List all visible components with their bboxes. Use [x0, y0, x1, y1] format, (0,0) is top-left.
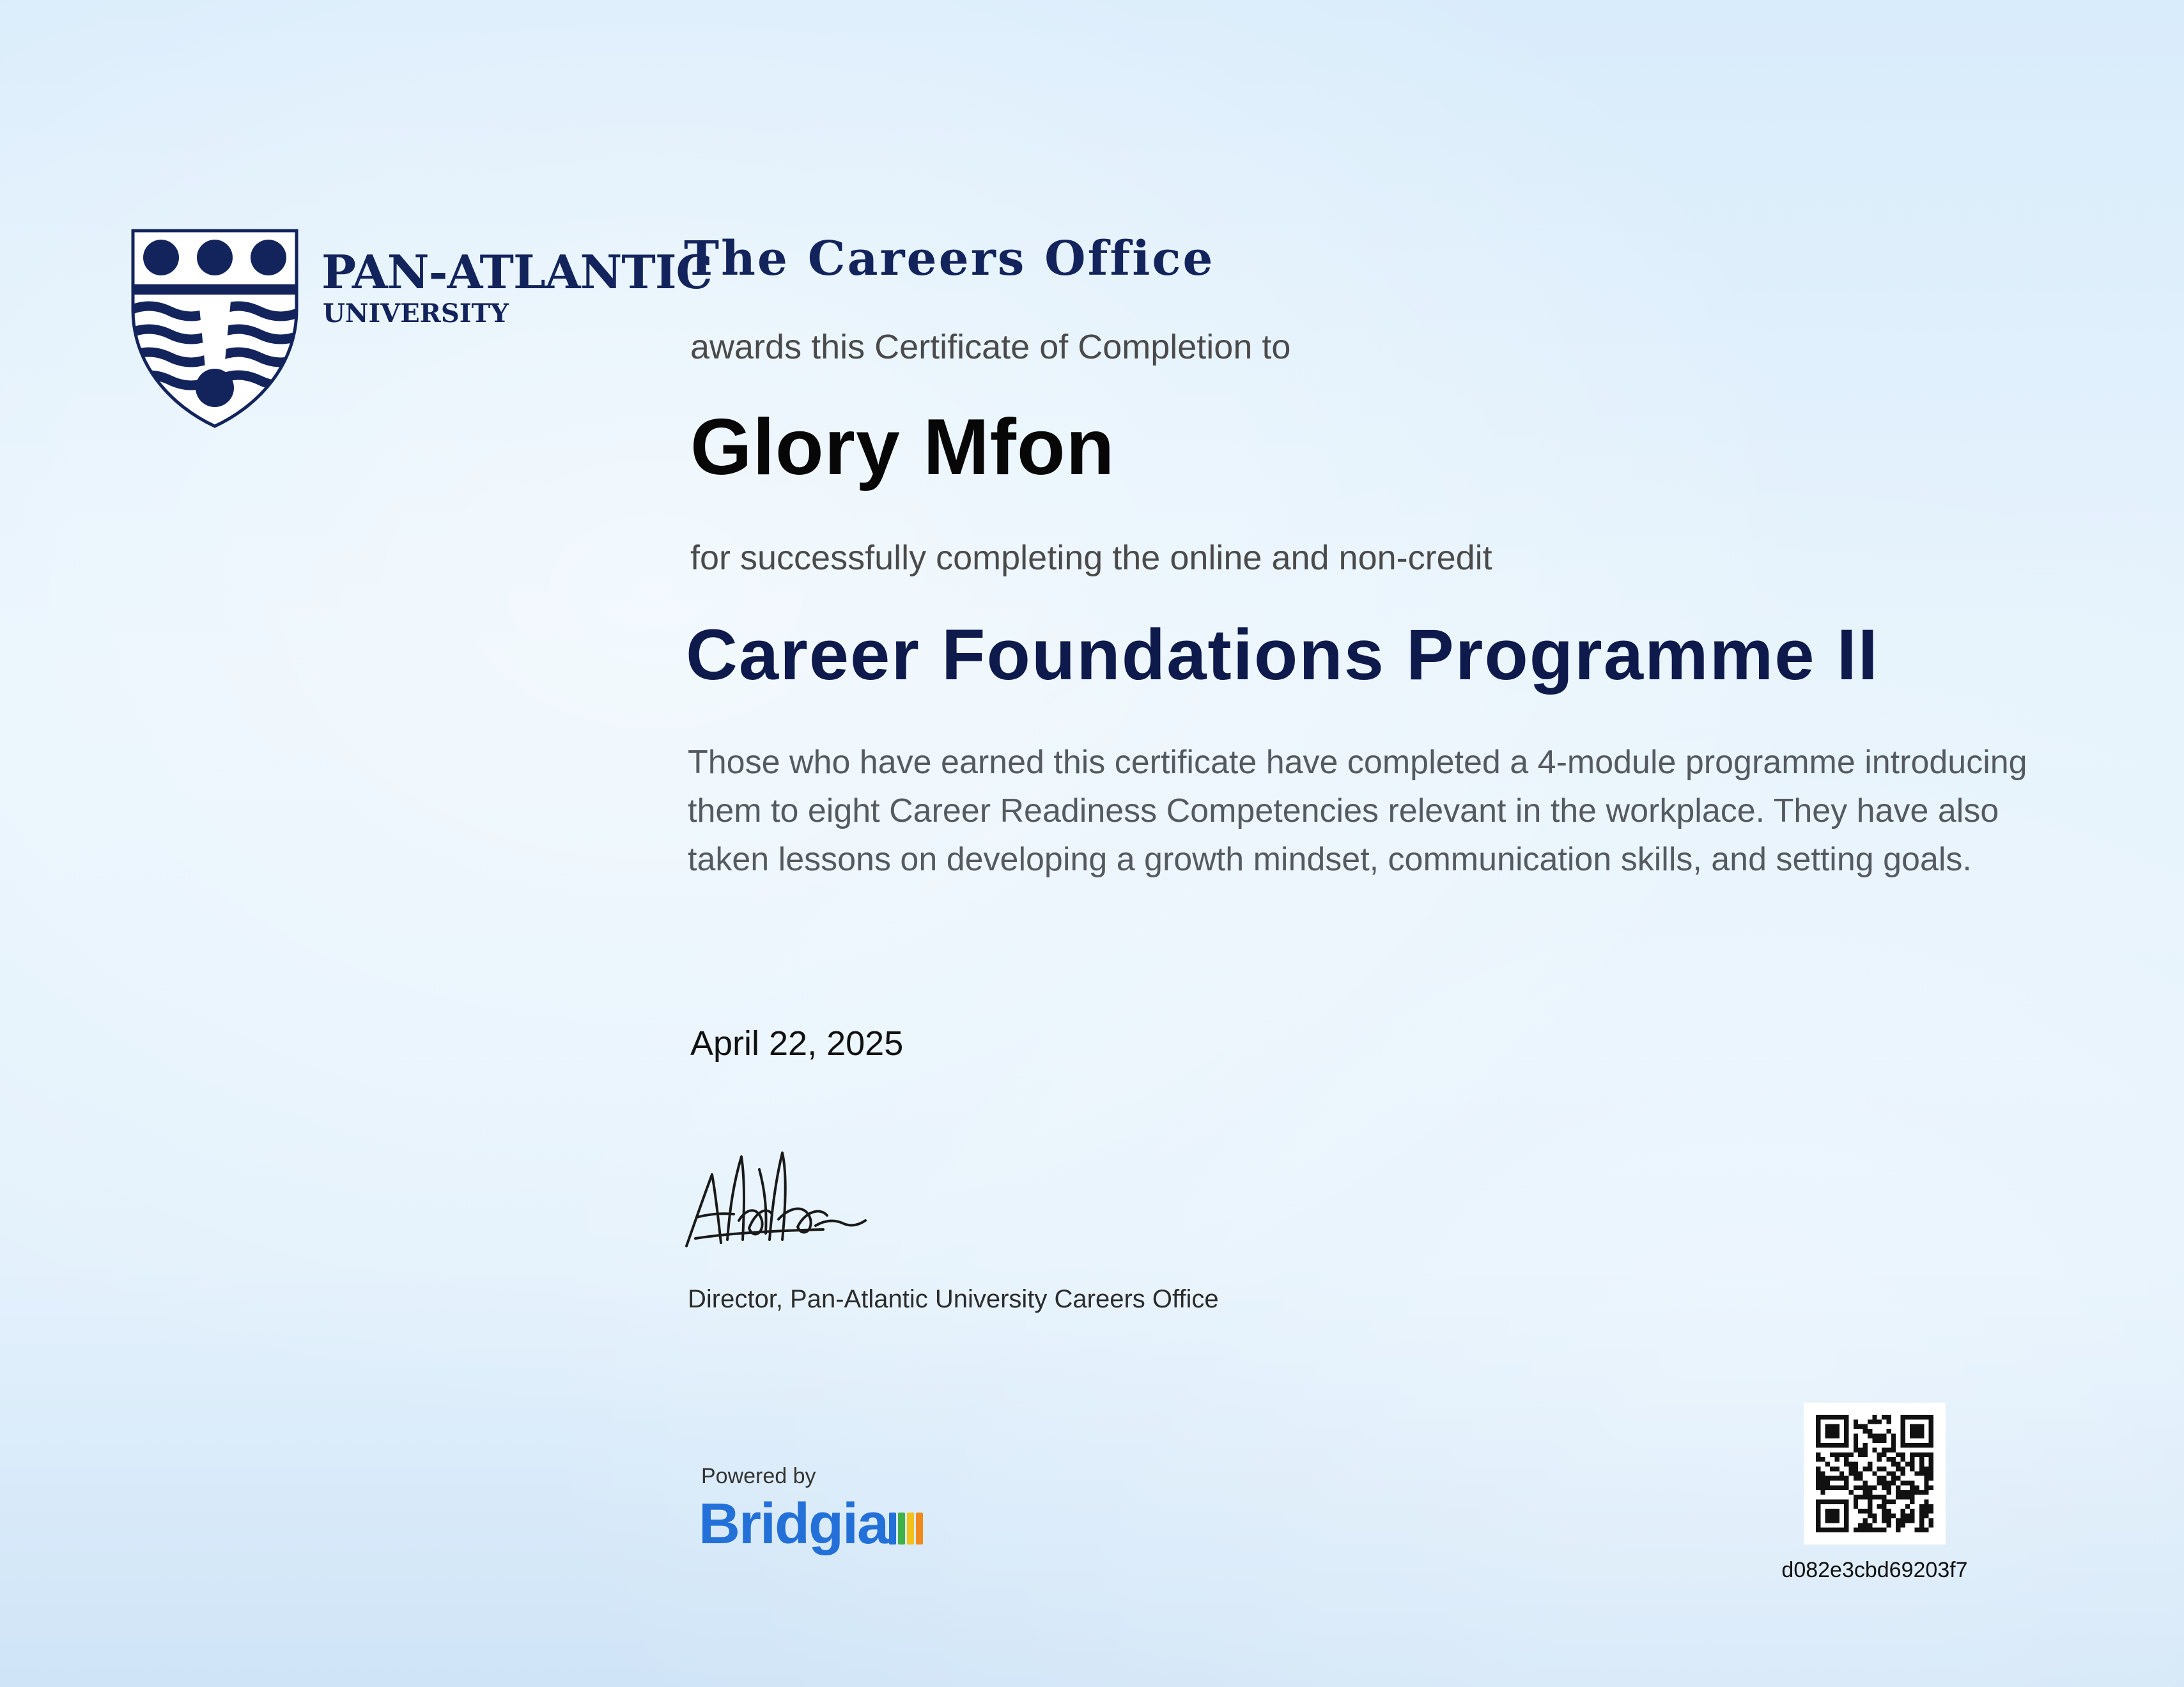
office-title: The Careers Office	[684, 231, 1215, 286]
powered-by-label: Powered by	[701, 1464, 816, 1488]
programme-description: Those who have earned this certificate have completed a 4-module programme introducing them to eight Career Readiness Competencies relevant in the workplace. They have also taken lessons on developing a growth mindset, communication skills, and setting goals.	[688, 744, 2027, 878]
university-shield-logo	[128, 227, 302, 431]
programme-title: Career Foundations Programme II	[686, 615, 1879, 695]
certificate-id: d082e3cbd69203f7	[1781, 1558, 1968, 1582]
signature-image	[683, 1144, 868, 1252]
issue-date: April 22, 2025	[690, 1024, 904, 1063]
completion-statement: for successfully completing the online and non-credit	[690, 539, 1492, 577]
signatory-title: Director, Pan-Atlantic University Careers Office	[688, 1285, 1219, 1313]
qr-code-image	[1816, 1415, 1933, 1532]
awards-statement: awards this Certificate of Completion to	[690, 328, 1291, 366]
university-name-line1: PAN-ATLANTIC	[321, 245, 712, 299]
verification-qr-code[interactable]	[1804, 1403, 1946, 1544]
bridgia-logo-text: Bridgia	[699, 1492, 888, 1556]
bridgia-bar	[907, 1513, 914, 1544]
recipient-name: Glory Mfon	[690, 403, 1115, 491]
university-name-line2: UNIVERSITY	[323, 298, 509, 328]
bridgia-bar	[889, 1513, 896, 1544]
bridgia-logo	[699, 1489, 925, 1559]
bridgia-bar	[898, 1513, 905, 1544]
bridgia-logo-bars	[889, 1513, 925, 1544]
bridgia-bar	[916, 1513, 923, 1544]
university-wordmark	[321, 247, 712, 330]
